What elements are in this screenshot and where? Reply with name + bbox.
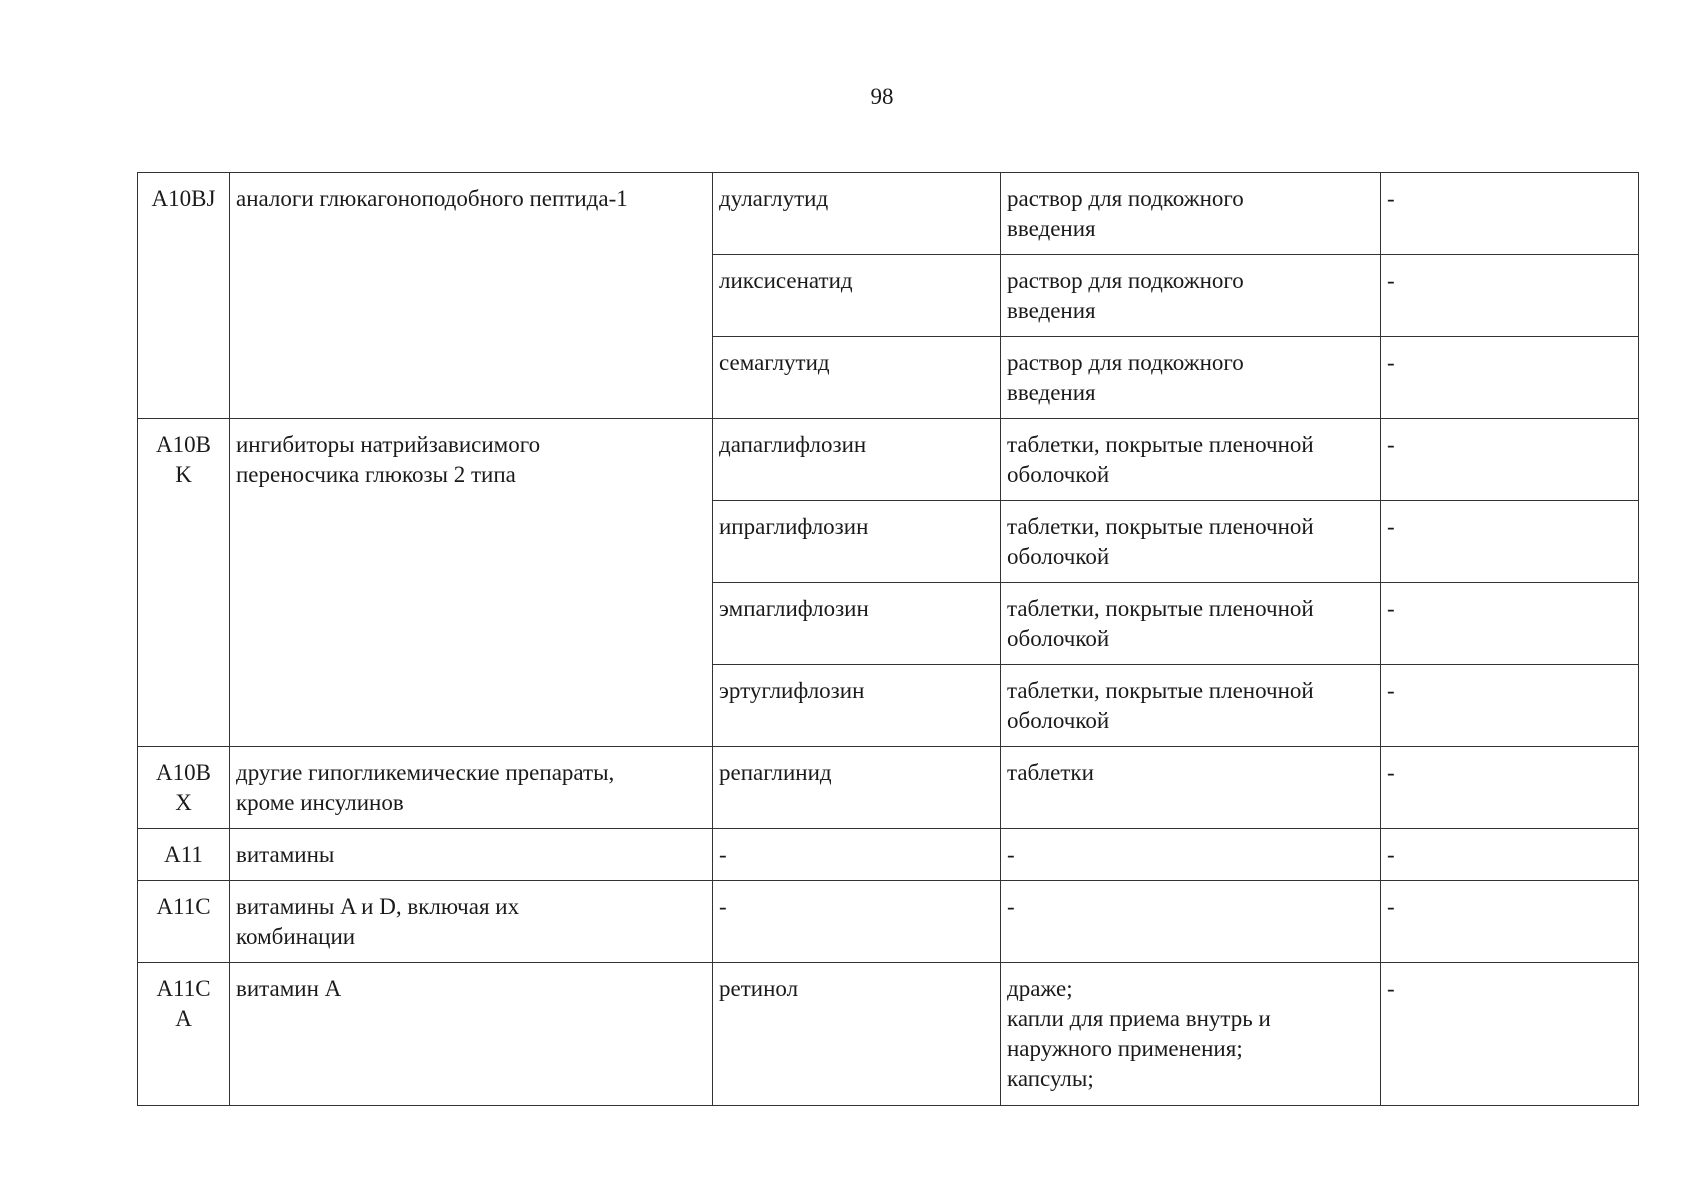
table-row xyxy=(138,881,1639,963)
table-row xyxy=(138,829,1639,881)
atc-code-cell: A10B K xyxy=(138,419,230,747)
atc-code-cell: A10BJ xyxy=(138,173,230,419)
drug-name-cell: эртуглифлозин xyxy=(713,665,1001,747)
drug-name-cell: эмпаглифлозин xyxy=(713,583,1001,665)
note-cell: - xyxy=(1381,419,1639,501)
drug-name-cell: - xyxy=(713,829,1001,881)
note-cell: - xyxy=(1381,963,1639,1106)
dosage-form-cell: таблетки, покрытые пленочной оболочкой xyxy=(1001,419,1381,501)
drug-name-cell: семаглутид xyxy=(713,337,1001,419)
dosage-form-cell: таблетки, покрытые пленочной оболочкой xyxy=(1001,501,1381,583)
table-row xyxy=(138,419,1639,501)
dosage-form-cell: раствор для подкожного введения xyxy=(1001,255,1381,337)
group-name-cell: витамин A xyxy=(230,963,713,1106)
group-name-cell: витамины xyxy=(230,829,713,881)
drug-table xyxy=(137,172,1639,1106)
note-cell: - xyxy=(1381,337,1639,419)
atc-code-cell: A10B X xyxy=(138,747,230,829)
dosage-form-cell: раствор для подкожного введения xyxy=(1001,173,1381,255)
note-cell: - xyxy=(1381,829,1639,881)
note-cell: - xyxy=(1381,501,1639,583)
atc-code-cell: A11 xyxy=(138,829,230,881)
dosage-form-cell: драже; капли для приема внутрь и наружного применения; капсулы; xyxy=(1001,963,1381,1106)
table-row xyxy=(138,963,1639,1106)
group-name-cell: витамины A и D, включая их комбинации xyxy=(230,881,713,963)
atc-code-cell: A11C A xyxy=(138,963,230,1106)
drug-name-cell: ретинол xyxy=(713,963,1001,1106)
dosage-form-cell: - xyxy=(1001,829,1381,881)
table-row xyxy=(138,173,1639,255)
drug-name-cell: ипраглифлозин xyxy=(713,501,1001,583)
atc-code-cell: A11C xyxy=(138,881,230,963)
dosage-form-cell: таблетки, покрытые пленочной оболочкой xyxy=(1001,665,1381,747)
note-cell: - xyxy=(1381,747,1639,829)
dosage-form-cell: таблетки xyxy=(1001,747,1381,829)
drug-name-cell: ликсисенатид xyxy=(713,255,1001,337)
page-number: 98 xyxy=(870,84,894,109)
table-row xyxy=(138,747,1639,829)
group-name-cell: ингибиторы натрийзависимого переносчика глюкозы 2 типа xyxy=(230,419,713,747)
note-cell: - xyxy=(1381,881,1639,963)
dosage-form-cell: раствор для подкожного введения xyxy=(1001,337,1381,419)
dosage-form-cell: - xyxy=(1001,881,1381,963)
note-cell: - xyxy=(1381,255,1639,337)
drug-name-cell: дапаглифлозин xyxy=(713,419,1001,501)
group-name-cell: аналоги глюкагоноподобного пептида-1 xyxy=(230,173,713,419)
drug-name-cell: дулаглутид xyxy=(713,173,1001,255)
drug-name-cell: репаглинид xyxy=(713,747,1001,829)
note-cell: - xyxy=(1381,583,1639,665)
note-cell: - xyxy=(1381,173,1639,255)
dosage-form-cell: таблетки, покрытые пленочной оболочкой xyxy=(1001,583,1381,665)
group-name-cell: другие гипогликемические препараты, кроме инсулинов xyxy=(230,747,713,829)
drug-name-cell: - xyxy=(713,881,1001,963)
note-cell: - xyxy=(1381,665,1639,747)
